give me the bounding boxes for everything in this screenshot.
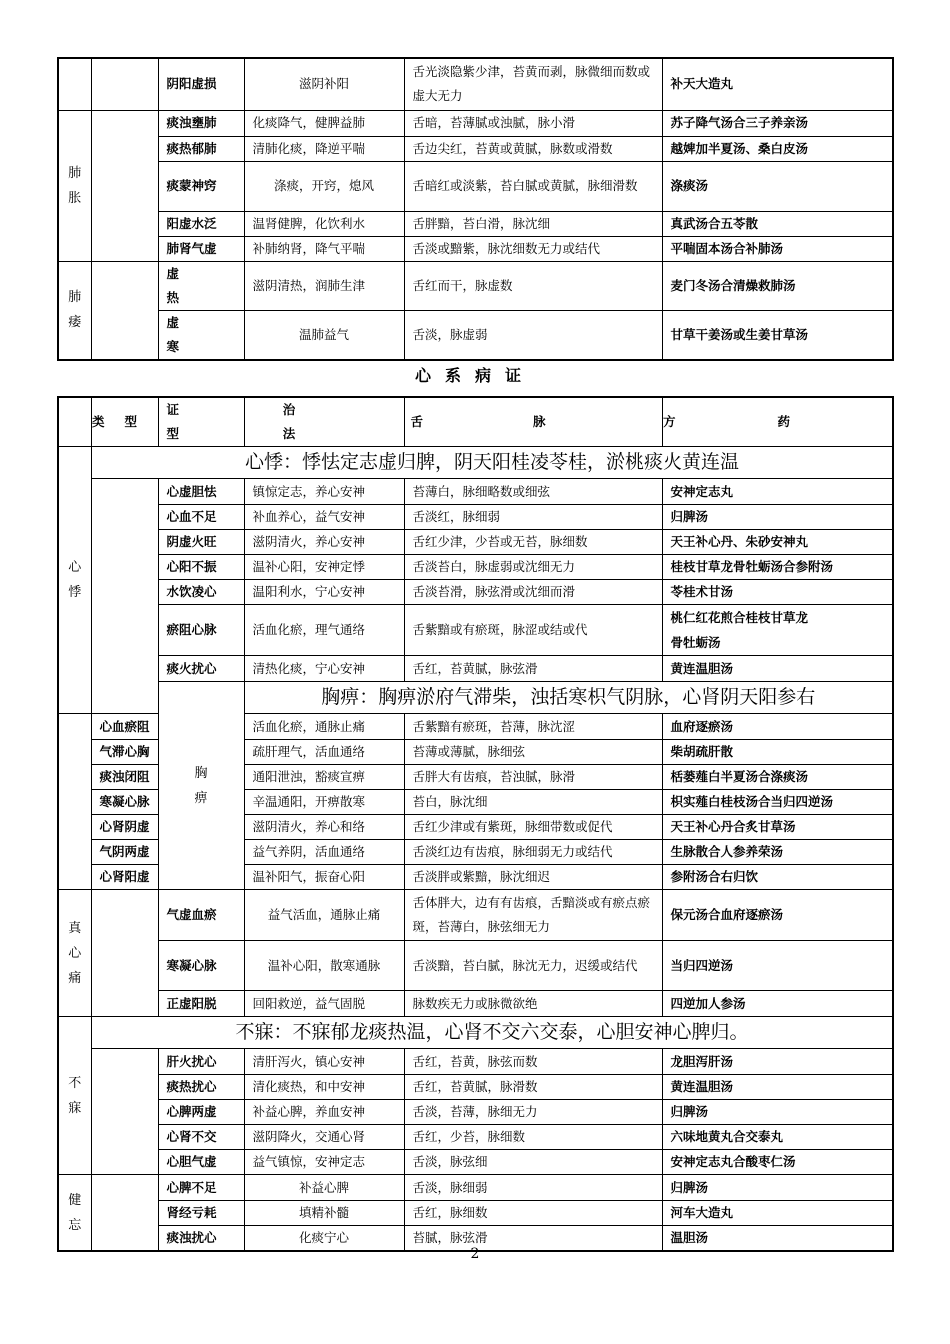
tongue-pulse-cell: 舌红，苔黄腻，脉滑数 [404,1075,662,1100]
lung-disease-table [57,57,894,361]
syndrome-cell: 水饮凌心 [158,580,244,605]
method-cell: 益气养阴，活血通络 [244,840,404,865]
syndrome-cell: 痰火扰心 [158,656,244,682]
method-cell: 滋阴清火，养心和络 [244,815,404,840]
tongue-pulse-cell: 舌胖黯，苔白滑，脉沈细 [404,211,662,236]
formula-cell: 柴胡疏肝散 [662,740,893,765]
table-row [58,136,893,161]
syndrome-cell: 心胆气虚 [158,1150,244,1175]
formula-cell: 归脾汤 [662,505,893,530]
table-row [58,1201,893,1226]
table-row [58,505,893,530]
mnemonic-song: 不寐：不寐郁龙痰热温，心肾不交六交泰，心胆安神心脾归。 [91,1017,893,1049]
formula-cell: 越婢加半夏汤、桑白皮汤 [662,136,893,161]
syndrome-cell: 虚热 [158,261,244,310]
method-cell: 温阳利水，宁心安神 [244,580,404,605]
formula-cell: 温胆汤 [662,1226,893,1252]
tongue-pulse-cell: 舌淡，脉虚弱 [404,310,662,360]
formula-cell: 归脾汤 [662,1100,893,1125]
table-row [58,555,893,580]
table-row [58,1075,893,1100]
type-cell [91,479,158,714]
method-cell: 补血养心，益气安神 [244,505,404,530]
tongue-pulse-cell: 苔腻，脉弦滑 [404,1226,662,1252]
table-row [58,580,893,605]
syndrome-cell: 痰浊扰心 [158,1226,244,1252]
method-cell: 活血化瘀，通脉止痛 [244,714,404,740]
syndrome-cell: 阴虚火旺 [158,530,244,555]
table-row [58,1150,893,1175]
syndrome-cell: 阴阳虚损 [158,58,244,110]
method-cell: 滋阴降火，交通心肾 [244,1125,404,1150]
type-cell [91,261,158,360]
method-cell: 温补阳气，振奋心阳 [244,865,404,890]
formula-cell: 归脾汤 [662,1175,893,1201]
table-row [58,110,893,136]
category-feiwei: 肺痿 [58,261,91,360]
tongue-pulse-cell: 舌淡苔滑，脉弦滑或沈细而滑 [404,580,662,605]
formula-cell: 真武汤合五苓散 [662,211,893,236]
formula-cell: 补天大造丸 [662,58,893,110]
tongue-pulse-cell: 舌淡，脉细弱 [404,1175,662,1201]
tongue-pulse-cell: 舌淡苔白，脉虚弱或沈细无力 [404,555,662,580]
formula-cell: 黄连温胆汤 [662,1075,893,1100]
formula-cell: 生脉散合人参养荣汤 [662,840,893,865]
formula-cell: 麦门冬汤合清燥救肺汤 [662,261,893,310]
mnemonic-song: 心悸：悸怯定志虚归脾，阴天阳桂凌苓桂，淤桃痰火黄连温 [91,447,893,479]
method-cell: 补益心脾 [244,1175,404,1201]
formula-cell: 血府逐瘀汤 [662,714,893,740]
category-bumei: 不寐 [58,1017,91,1175]
syndrome-cell: 心血不足 [158,505,244,530]
category-feizhang: 肺胀 [58,110,91,261]
tongue-pulse-cell: 舌淡红边有齿痕，脉细弱无力或结代 [404,840,662,865]
table-row [58,1175,893,1201]
syndrome-cell: 气阴两虚 [91,840,158,865]
formula-cell: 栝蒌薤白半夏汤合涤痰汤 [662,765,893,790]
method-cell: 清化痰热，和中安神 [244,1075,404,1100]
category-jianwang: 健忘 [58,1175,91,1252]
tongue-pulse-cell: 脉数疾无力或脉微欲绝 [404,991,662,1017]
syndrome-cell: 阳虚水泛 [158,211,244,236]
type-cell [58,714,91,890]
method-cell: 填精补髓 [244,1201,404,1226]
formula-cell: 参附汤合右归饮 [662,865,893,890]
syndrome-cell: 心阳不振 [158,555,244,580]
category-cell [58,58,91,110]
tongue-pulse-cell: 舌红，苔黄腻，脉弦滑 [404,656,662,682]
table-row [58,991,893,1017]
method-cell: 通阳泄浊，豁痰宣痹 [244,765,404,790]
table-row [58,530,893,555]
method-cell: 益气活血，通脉止痛 [244,890,404,941]
syndrome-cell: 痰浊壅肺 [158,110,244,136]
formula-cell: 六味地黄丸合交泰丸 [662,1125,893,1150]
syndrome-cell: 气虚血瘀 [158,890,244,941]
table-row [58,941,893,991]
tongue-pulse-cell: 舌暗红或淡紫，苔白腻或黄腻，脉细滑数 [404,161,662,211]
method-cell: 温补心阳，安神定悸 [244,555,404,580]
header-blank [58,397,91,447]
table-row [58,605,893,656]
syndrome-cell: 心虚胆怯 [158,479,244,505]
table-row [58,656,893,682]
formula-cell: 桂枝甘草龙骨牡蛎汤合参附汤 [662,555,893,580]
tongue-pulse-cell: 舌红少津，少苔或无苔，脉细数 [404,530,662,555]
method-cell: 清肝泻火，镇心安神 [244,1049,404,1075]
method-cell: 化痰降气，健脾益肺 [244,110,404,136]
tongue-pulse-cell: 舌边尖红，苔黄或黄腻，脉数或滑数 [404,136,662,161]
tongue-pulse-cell: 舌暗，苔薄腻或浊腻，脉小滑 [404,110,662,136]
tongue-pulse-cell: 舌光淡隐紫少津，苔黄而剥，脉微细而数或虚大无力 [404,58,662,110]
formula-cell: 安神定志丸合酸枣仁汤 [662,1150,893,1175]
category-xiongbi: 胸痹 [158,682,244,890]
tongue-pulse-cell: 苔白，脉沈细 [404,790,662,815]
method-cell: 回阳救逆，益气固脱 [244,991,404,1017]
syndrome-cell: 肾经亏耗 [158,1201,244,1226]
method-cell: 辛温通阳，开痹散寒 [244,790,404,815]
tongue-pulse-cell: 舌淡或黯紫，脉沈细数无力或结代 [404,236,662,261]
formula-cell: 龙胆泻肝汤 [662,1049,893,1075]
method-cell: 疏肝理气，活血通络 [244,740,404,765]
table-row [58,310,893,360]
header-type: 类型 [91,397,158,447]
tongue-pulse-cell: 舌体胖大，边有有齿痕，舌黯淡或有瘀点瘀斑，苔薄白，脉弦细无力 [404,890,662,941]
song-row [58,447,893,479]
method-cell: 清肺化痰，降逆平喘 [244,136,404,161]
method-cell: 滋阴清火，养心安神 [244,530,404,555]
syndrome-cell: 心肾阴虚 [91,815,158,840]
syndrome-cell: 心肾不交 [158,1125,244,1150]
table-row [58,211,893,236]
formula-cell: 苓桂术甘汤 [662,580,893,605]
tongue-pulse-cell: 舌紫黯或有瘀斑，脉涩或结或代 [404,605,662,656]
tongue-pulse-cell: 舌红，脉细数 [404,1201,662,1226]
tongue-pulse-cell: 舌紫黯有瘀斑，苔薄，脉沈涩 [404,714,662,740]
tongue-pulse-cell: 舌胖大有齿痕，苔浊腻，脉滑 [404,765,662,790]
syndrome-cell: 肝火扰心 [158,1049,244,1075]
table-row [58,58,893,110]
table-row [58,1125,893,1150]
page-number: 2 [470,1246,480,1262]
method-cell: 补肺纳肾，降气平喘 [244,236,404,261]
method-cell: 清热化痰，宁心安神 [244,656,404,682]
syndrome-cell: 痰热郁肺 [158,136,244,161]
formula-cell: 当归四逆汤 [662,941,893,991]
type-cell [91,1049,158,1175]
method-cell: 温肾健脾，化饮利水 [244,211,404,236]
syndrome-cell: 痰蒙神窍 [158,161,244,211]
heart-disease-table [57,396,894,1252]
formula-cell: 甘草干姜汤或生姜甘草汤 [662,310,893,360]
category-zhenxintong: 真心痛 [58,890,91,1017]
header-row [58,397,893,447]
method-cell: 温肺益气 [244,310,404,360]
syndrome-cell: 痰浊闭阻 [91,765,158,790]
method-cell: 益气镇惊，安神定志 [244,1150,404,1175]
table-row [58,479,893,505]
syndrome-cell: 心脾不足 [158,1175,244,1201]
syndrome-cell: 寒凝心脉 [158,941,244,991]
syndrome-cell: 心血瘀阻 [91,714,158,740]
tongue-pulse-cell: 舌红少津或有紫斑，脉细带数或促代 [404,815,662,840]
formula-cell: 四逆加人参汤 [662,991,893,1017]
section-heading: 心系病证 [414,366,535,385]
type-cell [91,58,158,110]
formula-cell: 枳实薤白桂枝汤合当归四逆汤 [662,790,893,815]
tongue-pulse-cell: 苔薄或薄腻，脉细弦 [404,740,662,765]
method-cell: 活血化瘀，理气通络 [244,605,404,656]
syndrome-cell: 肺肾气虚 [158,236,244,261]
formula-cell: 天王补心丹合炙甘草汤 [662,815,893,840]
formula-cell: 安神定志丸 [662,479,893,505]
table-row [58,161,893,211]
category-xinji: 心悸 [58,447,91,714]
type-cell [91,110,158,261]
method-cell: 镇惊定志，养心安神 [244,479,404,505]
tongue-pulse-cell: 舌红，苔黄，脉弦而数 [404,1049,662,1075]
song-row [58,682,893,714]
syndrome-cell: 心脾两虚 [158,1100,244,1125]
method-cell: 温补心阳，散寒通脉 [244,941,404,991]
syndrome-cell: 瘀阻心脉 [158,605,244,656]
mnemonic-song: 胸痹：胸痹淤府气滞柴，浊括寒枳气阴脉，心肾阴天阳参右 [244,682,893,714]
table-row [58,890,893,941]
syndrome-cell: 痰热扰心 [158,1075,244,1100]
formula-cell: 天王补心丹、朱砂安神丸 [662,530,893,555]
tongue-pulse-cell: 舌红，少苔，脉细数 [404,1125,662,1150]
tongue-pulse-cell: 舌淡，苔薄，脉细无力 [404,1100,662,1125]
song-row [58,1017,893,1049]
method-cell: 滋阴补阳 [244,58,404,110]
method-cell: 补益心脾，养血安神 [244,1100,404,1125]
type-cell [91,1175,158,1252]
tongue-pulse-cell: 舌淡红，脉细弱 [404,505,662,530]
formula-cell: 涤痰汤 [662,161,893,211]
formula-cell: 河车大造丸 [662,1201,893,1226]
formula-cell: 苏子降气汤合三子养亲汤 [662,110,893,136]
formula-cell: 黄连温胆汤 [662,656,893,682]
table-row [58,261,893,310]
syndrome-cell: 正虚阳脱 [158,991,244,1017]
header-tongue-pulse: 舌脉 [404,397,662,447]
syndrome-cell: 气滞心胸 [91,740,158,765]
table-row [58,1100,893,1125]
formula-cell: 平喘固本汤合补肺汤 [662,236,893,261]
tongue-pulse-cell: 舌淡胖或紫黯，脉沈细迟 [404,865,662,890]
table-row [58,1049,893,1075]
method-cell: 滋阴清热，润肺生津 [244,261,404,310]
tongue-pulse-cell: 苔薄白，脉细略数或细弦 [404,479,662,505]
type-cell [91,890,158,1017]
method-cell: 涤痰，开窍，熄风 [244,161,404,211]
syndrome-cell: 虚寒 [158,310,244,360]
header-syndrome: 证型 [158,397,244,447]
header-method: 治法 [244,397,404,447]
syndrome-cell: 心肾阳虚 [91,865,158,890]
tongue-pulse-cell: 舌红而干，脉虚数 [404,261,662,310]
tongue-pulse-cell: 舌淡，脉弦细 [404,1150,662,1175]
method-cell: 化痰宁心 [244,1226,404,1252]
formula-cell: 保元汤合血府逐瘀汤 [662,890,893,941]
formula-cell: 桃仁红花煎合桂枝甘草龙骨牡蛎汤 [662,605,893,656]
syndrome-cell: 寒凝心脉 [91,790,158,815]
header-formula: 方药 [662,397,893,447]
tongue-pulse-cell: 舌淡黯，苔白腻，脉沈无力，迟缓或结代 [404,941,662,991]
table-row [58,236,893,261]
